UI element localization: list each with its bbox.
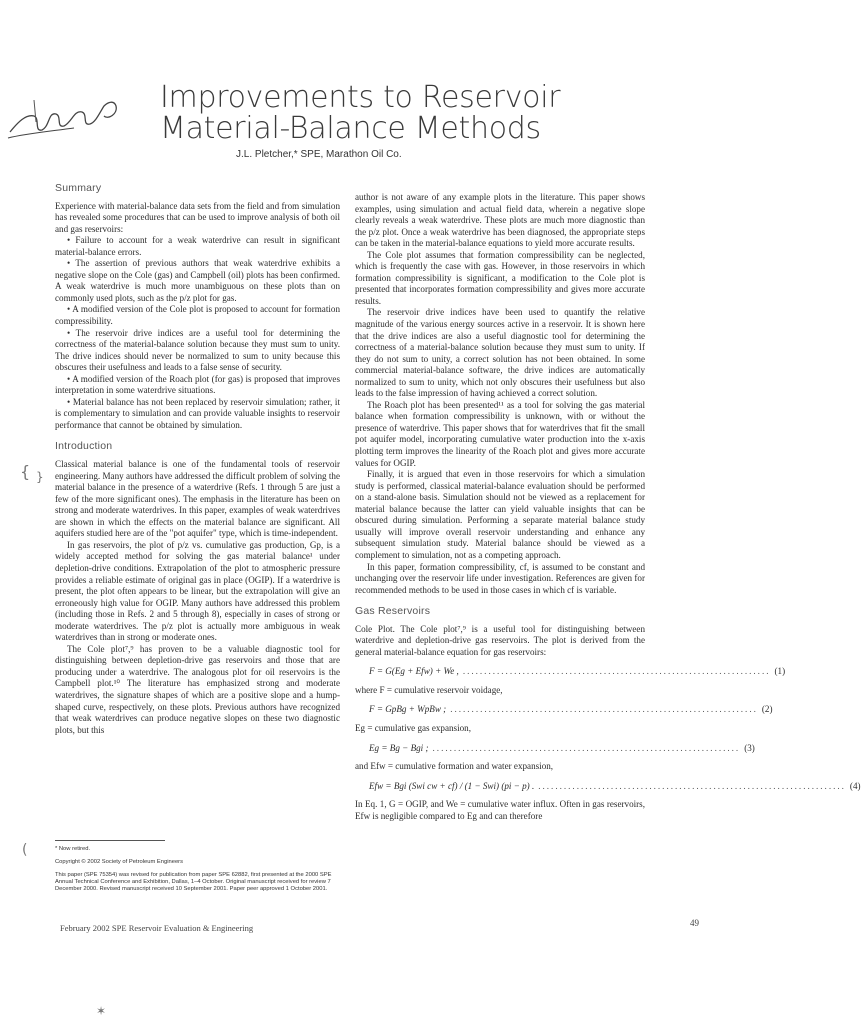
body-paragraph: The Roach plot has been presented¹¹ as a tool for solving the gas material balance when formation compressibility is unknown, with or without the presence of waterdrive. This paper shows that for waterdrives that fit the small pot aquifer model, incorporating cumulative water production into the x-axis plotting term improves the linearity of the Roach plot and gives more accurate values for OGIP. <box>355 399 645 468</box>
body-paragraph: Classical material balance is one of the fundamental tools of reservoir engineering. Many authors have addressed the difficult problem of solving the material balance in the presence of a waterdrive (Refs. 1 through 5 are just a few of the more significant ones). The emphasis in the literature has been on strong and moderate waterdrives. In this paper, examples of weak waterdrives are shown in which the effects on the material balance are significant. All aquifers studied here are of the "pot aquifer" type, which is time-independent. <box>55 459 340 539</box>
left-column <box>55 183 340 736</box>
summary-bullet: • A modified version of the Cole plot is proposed to account for formation compressibility. <box>55 304 340 327</box>
footnote-author-note: * Now retired. <box>55 846 91 852</box>
body-paragraph: The reservoir drive indices have been used to quantify the relative magnitude of the various energy sources active in a reservoir. It is shown here that the drive indices are also a useful diagnostic tool for determining the correctness of a material-balance solution because they must sum to unity. If they do not sum to unity, a correct solution has not been obtained. In some commercial material-balance software, the drive indices are automatically normalized to sum to unity, which not only obscures their usefulness but also leads to the false impression of having achieved a correct solution. <box>355 307 645 399</box>
equation <box>355 704 773 716</box>
summary-bullet: • Material balance has not been replaced by reservoir simulation; rather, it is complementary to simulation and can provide valuable insights to reservoir performance that cannot be obtained by simulation. <box>55 396 340 430</box>
equation-text: Eg = Bg − Bgi ; <box>369 742 429 753</box>
section-heading-summary: Summary <box>55 182 102 194</box>
body-paragraph: The Cole plot assumes that formation compressibility can be neglected, which is frequently the case with gas. However, in those reservoirs in which formation compressibility is significant, a modification to the Cole plot is presented that incorporates formation compressibility and gives more accurate results. <box>355 249 645 306</box>
equation <box>355 780 861 793</box>
body-paragraph: In this paper, formation compressibility, cf, is assumed to be constant and unchanging over the reservoir life under investigation. References are given for recommended methods to be used in those cases in which cf is variable. <box>355 561 645 595</box>
footnote-history: This paper (SPE 75354) was revised for publication from paper SPE 62882, first presented at the 2000 SPE Annual Technical Conference and Exhibition, Dallas, 1–4 October. Original manuscript received for review 7 December 2000. Revised manuscript received 10 September 2001. Paper peer approved 1 October 2001. <box>55 872 332 892</box>
title-line: Improvements to Reservoir <box>160 80 561 115</box>
running-footer: February 2002 SPE Reservoir Evaluation & Engineering <box>60 923 254 933</box>
title-line: Material-Balance Methods <box>160 111 541 146</box>
leader-dots: ........................................................................ <box>462 666 771 677</box>
equation <box>355 742 755 755</box>
body-paragraph: In Eq. 1, G = OGIP, and We = cumulative water influx. Often in gas reservoirs, Efw is negligible compared to Eg and can therefore <box>355 799 645 821</box>
equation-text: F = G(Eg + Efw) + We , <box>369 666 459 677</box>
equation <box>355 666 786 678</box>
author-line: J.L. Pletcher,* SPE, Marathon Oil Co. <box>236 149 402 160</box>
right-column <box>355 192 861 822</box>
page-title <box>160 82 720 144</box>
summary-bullet: • The reservoir drive indices are a useful tool for determining the correctness of the material-balance solution because they must sum to unity. The drive indices should never be normalized to sum to unity because this obscures their usefulness and leads to a false sense of security. <box>55 327 340 373</box>
body-paragraph: In gas reservoirs, the plot of p/z vs. cumulative gas production, Gp, is a widely accepted method for solving the gas material balance¹ under depletion-drive conditions. Extrapolation of the plot to atmospheric pressure provides a reliable estimate of original gas in place (OGIP). If a waterdrive is present, the plot often appears to be linear, but the extrapolation will give an erroneously high value for OGIP. Many authors have addressed this problem (including those in Refs. 2 and 5 through 8), especially in cases of strong or moderate waterdrives. The p/z plot is actually more ambiguous in weak waterdrives than in strong or moderate ones. <box>55 539 340 643</box>
body-paragraph: where F = cumulative reservoir voidage, <box>355 684 503 695</box>
equation-number: (4) <box>849 780 861 791</box>
footnote-copyright: Copyright © 2002 Society of Petroleum Engineers <box>55 859 184 865</box>
summary-bullet: • Failure to account for a weak waterdrive can result in significant material-balance errors. <box>55 235 340 257</box>
margin-mark: } <box>36 470 44 484</box>
body-paragraph: Finally, it is argued that even in those reservoirs for which a simulation study is performed, classical material-balance evaluation should be performed on a stand-alone basis. Simulation should not be viewed as a replacement for material balance because the latter can yield valuable insights that can be obscured during simulation. Performing a separate material balance study usually will improve overall reservoir understanding and enhance any subsequent simulation study. Material balance should be viewed as a complement to simulation, not as a competing approach. <box>355 469 645 560</box>
body-paragraph: Eg = cumulative gas expansion, <box>355 722 471 733</box>
page-number: 49 <box>690 918 699 928</box>
leader-dots: ........................................................................ <box>432 742 741 753</box>
margin-mark: { <box>20 462 31 481</box>
equation-text: F = GpBg + WpBw ; <box>369 704 447 715</box>
equation-text: Efw = Bgi (Swi cw + cf) / (1 − Swi) (pi − p) . <box>369 780 535 791</box>
footnote-rule <box>55 840 165 841</box>
body-paragraph: Cole Plot. The Cole plot⁷,⁹ is a useful tool for distinguishing between waterdrive and depletion-drive gas reservoirs. The plot is derived from the general material-balance equation for gas reservoirs: <box>355 623 645 657</box>
section-heading-introduction: Introduction <box>55 440 113 453</box>
summary-bullet: • A modified version of the Roach plot (for gas) is proposed that improves interpretation in some waterdrive situations. <box>55 373 340 396</box>
section-heading-gas-reservoirs: Gas Reservoirs <box>355 605 431 618</box>
margin-mark: ( <box>22 842 28 858</box>
equation-number: (2) <box>761 704 773 715</box>
footnotes <box>55 840 340 899</box>
body-paragraph: author is not aware of any example plots in the literature. This paper shows examples, using simulation and actual field data, wherein a negative slope clearly reveals a weak waterdrive. These plots are much more diagnostic than the p/z plot. Once a weak waterdrive has been diagnosed, the appropriate steps can be taken in the material-balance equations to yield more accurate results. <box>355 192 645 249</box>
summary-bullet: • The assertion of previous authors that weak waterdrive exhibits a negative slope on the Cole (gas) and Campbell (oil) plots has been confirmed. A weak waterdrive is much more unambiguous on these plots than on commonly used plots, such as the p/z plot for gas. <box>55 258 340 303</box>
body-paragraph: and Efw = cumulative formation and water expansion, <box>355 761 554 772</box>
summary-paragraph: Experience with material-balance data sets from the field and from simulation has revealed some procedures that can be used to improve analysis of both oil and gas reservoirs: <box>55 200 340 234</box>
equation-number: (3) <box>744 742 755 753</box>
margin-mark: ✶ <box>96 1004 107 1018</box>
equation-number: (1) <box>774 666 786 677</box>
leader-dots: ........................................................................ <box>538 780 846 791</box>
handwritten-signature <box>4 92 134 152</box>
body-paragraph: The Cole plot⁷,⁹ has proven to be a valuable diagnostic tool for distinguishing between depletion-drive gas reservoirs and those that are producing under a waterdrive. The analogous plot for oil reservoirs is the Campbell plot.¹⁰ The literature has emphasized strong and moderate waterdrives, the signature shapes of which are a positive slope and a hump-shaped curve, respectively, on these plots. Previous authors have recognized that weak waterdrives can produce negative slopes on these two diagnostic plots, but this <box>55 643 340 735</box>
leader-dots: ........................................................................ <box>450 704 758 715</box>
